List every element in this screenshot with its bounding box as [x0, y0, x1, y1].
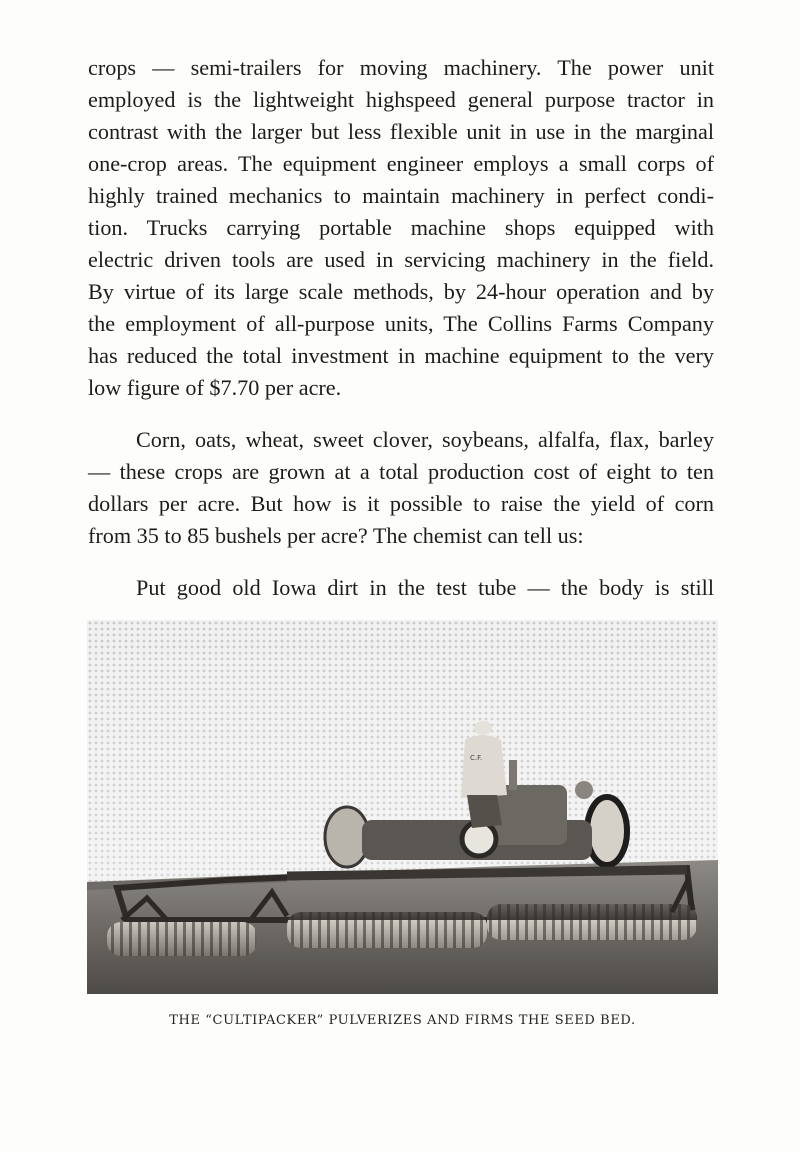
text-line: dollars per acre. But how is it possible to raise the yield of corn	[88, 491, 714, 516]
text-line: crops — semi-trailers for moving machinery. The power unit	[88, 55, 714, 80]
text-line: contrast with the larger but less flexible unit in use in the marginal	[88, 119, 714, 144]
text-line: Put good old Iowa dirt in the test tube — the body is still	[136, 575, 714, 600]
paragraph-iowa-dirt	[88, 572, 714, 604]
jacket-lettering: C.F.	[470, 754, 483, 762]
text-line: Corn, oats, wheat, sweet clover, soybeans, alfalfa, flax, barley	[136, 427, 714, 452]
text-line: — these crops are grown at a total production cost of eight to ten	[88, 459, 714, 484]
tractor-illustration	[87, 620, 718, 994]
text-line: low figure of $7.70 per acre.	[88, 375, 342, 400]
text-line: the employment of all-purpose units, The Collins Farms Company	[88, 311, 714, 336]
text-line: electric driven tools are used in servicing machinery in the field.	[88, 247, 714, 272]
text-line: tion. Trucks carrying portable machine shops equipped with	[88, 215, 714, 240]
paragraph-crops	[88, 424, 714, 552]
paragraph-gap	[88, 552, 714, 572]
body-text	[88, 52, 714, 604]
cultipacker-photo	[87, 620, 718, 994]
text-line: By virtue of its large scale methods, by 24-hour operation and by	[88, 279, 714, 304]
photo-caption: THE “CULTIPACKER” PULVERIZES AND FIRMS THE SEED BED.	[169, 1013, 636, 1028]
text-line: from 35 to 85 bushels per acre? The chemist can tell us:	[88, 523, 584, 548]
text-line: highly trained mechanics to maintain machinery in perfect condi-	[88, 183, 714, 208]
text-line: has reduced the total investment in machine equipment to the very	[88, 343, 714, 368]
text-line: one-crop areas. The equipment engineer employs a small corps of	[88, 151, 714, 176]
text-line: employed is the lightweight highspeed general purpose tractor in	[88, 87, 714, 112]
paragraph-machinery	[88, 52, 714, 404]
paragraph-gap	[88, 404, 714, 424]
